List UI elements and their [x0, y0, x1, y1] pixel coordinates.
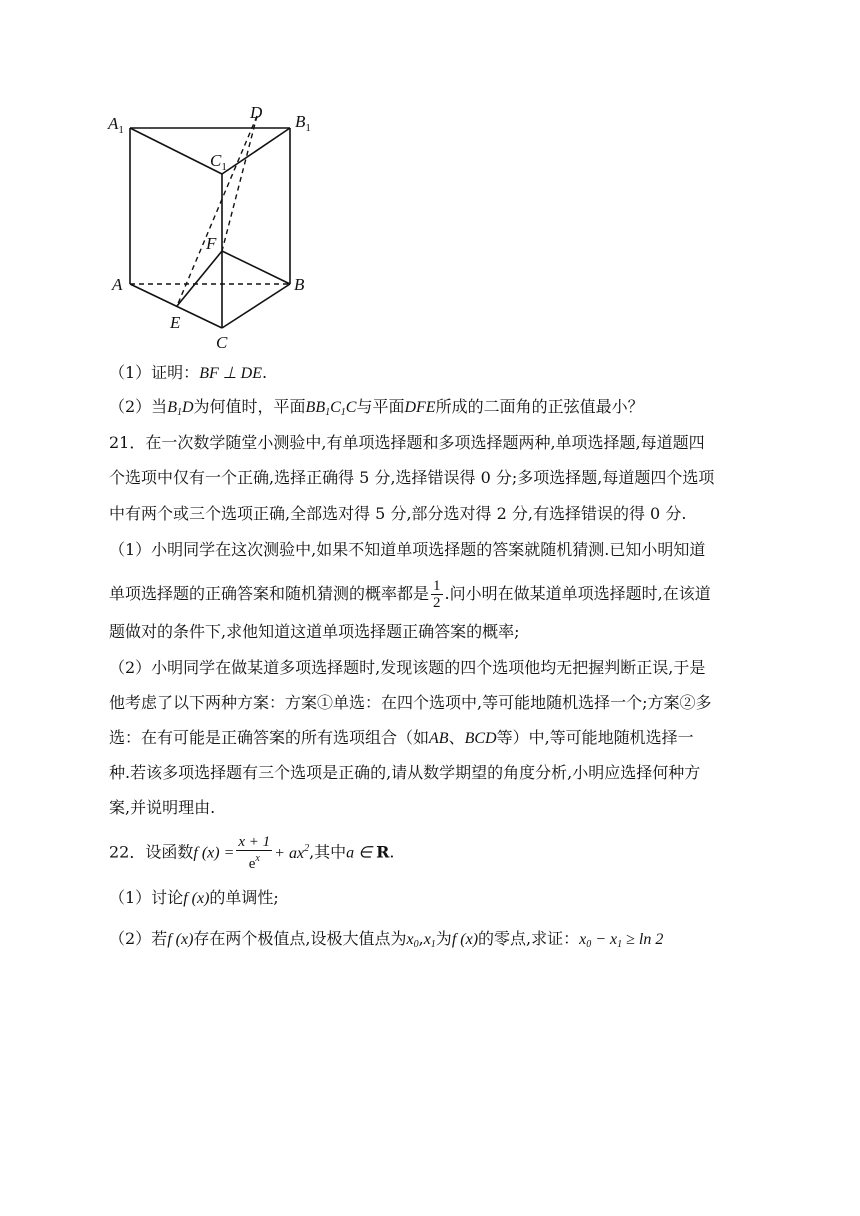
q21-part1-line3: 题做对的条件下,求他知道这道单项选择题正确答案的概率;: [109, 622, 520, 641]
segment-d-f-hidden: [222, 116, 257, 251]
label-a: A: [112, 275, 123, 294]
edge-c1-b1: [222, 128, 290, 174]
q20-part2: （2）当$B_1D$为何值时，平面$BB_1C_1C$与平面DFE所成的二面角的正弦值最小？: [109, 397, 644, 418]
q22-intro: 22．设函数f (x) = $\frac{x + 1}{e^x}$ + $ax^2$,其中a ∈ R.: [109, 834, 395, 872]
q21-intro-line2: 个选项中仅有一个正确,选择正确得 5 分,选择错误得 0 分;多项选择题,每道题四个选项: [109, 468, 715, 487]
q21-part2-line4: 种.若该多项选择题有三个选项是正确的,请从数学期望的角度分析,小明应选择何种方: [109, 763, 701, 782]
fraction-f-definition: $\frac{x + 1}{e^x}$: [238, 834, 271, 872]
label-f: F: [206, 234, 217, 253]
q21-part2-line3: 选：在有可能是正确答案的所有选项组合（如AB、BCD等）中,等可能地随机选择一: [109, 728, 694, 747]
label-b: B: [294, 275, 305, 294]
q21-intro-line3: 中有两个或三个选项正确,全部选对得 5 分,部分选对得 2 分,有选择错误的得 0 分.: [109, 504, 687, 523]
edge-a1-c1: [130, 128, 222, 174]
label-e: E: [170, 313, 181, 332]
prism-figure: [100, 96, 330, 356]
edge-c-b: [222, 284, 290, 328]
label-a1: $A_1$: [108, 114, 124, 136]
q20-part1: （1）证明：BF ⊥ DE.: [109, 363, 268, 382]
label-c: C: [216, 333, 228, 352]
label-d: D: [250, 103, 263, 122]
q21-part2-line5: 案,并说明理由.: [109, 798, 216, 817]
q22-part1: （1）讨论f (x)的单调性;: [109, 888, 279, 907]
q21-part2-line2: 他考虑了以下两种方案：方案①单选：在四个选项中,等可能地随机选择一个;方案②多: [109, 693, 712, 712]
segment-e-f: [177, 251, 222, 306]
label-c1: $C_1$: [210, 151, 227, 173]
q21-part1-line2: 单项选择题的正确答案和随机猜测的概率都是 $\frac{1}{2}$ .问小明在做某道单项选择题时,在该道: [109, 578, 711, 611]
q21-intro-line1: 21．在一次数学随堂小测验中,有单项选择题和多项选择题两种,单项选择题,每道题四: [109, 433, 705, 452]
q21-part2-line1: （2）小明同学在做某道多项选择题时,发现该题的四个选项他均无把握判断正误,于是: [109, 658, 706, 677]
prism-diagram: [100, 96, 330, 356]
segment-f-b: [222, 251, 290, 284]
q22-part2: （2）若f (x)存在两个极值点,设极大值点为$x_0,x_1$为f (x)的零点,求证：$x_0 - x_1 \ge \ln 2$: [109, 929, 664, 950]
fraction-one-half: $\frac{1}{2}$: [433, 578, 441, 611]
label-b1: $B_1$: [295, 112, 311, 134]
q21-part1-line1: （1）小明同学在这次测验中,如果不知道单项选择题的答案就随机猜测.已知小明知道: [109, 540, 706, 559]
segment-d-e-hidden: [177, 116, 257, 306]
